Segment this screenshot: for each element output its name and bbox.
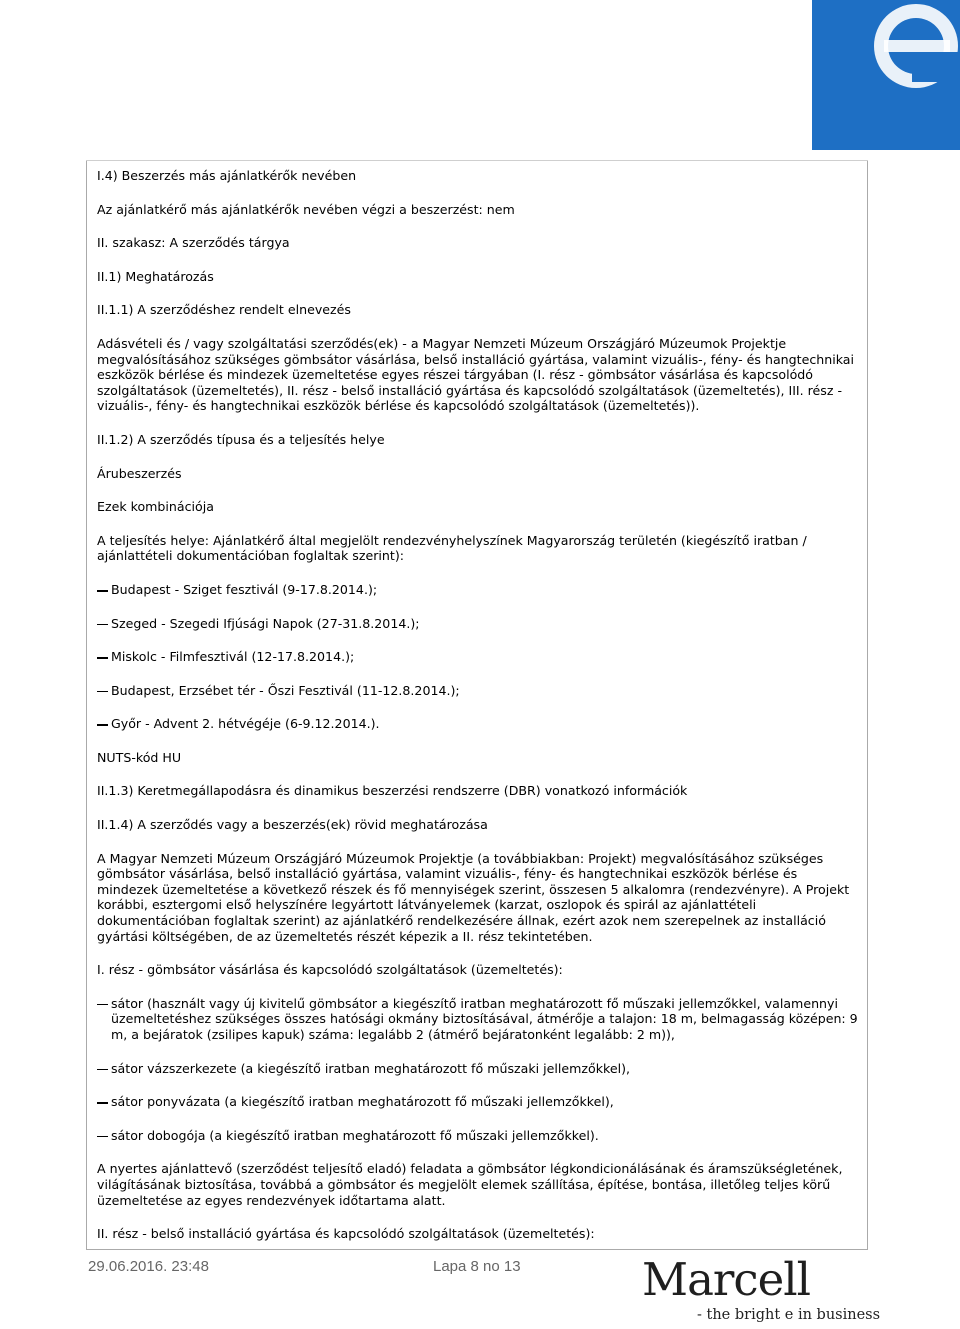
logo-wordmark: Marcell <box>642 1253 811 1301</box>
paragraph: II.1.2) A szerződés típusa és a teljesítés helye <box>97 431 385 447</box>
logo-tagline: - the bright e in business <box>697 1307 881 1323</box>
paragraph: Az ajánlatkérő más ajánlatkérők nevében végzi a beszerzést: nem <box>97 201 515 217</box>
paragraph: I.4) Beszerzés más ajánlatkérők nevében <box>97 168 357 183</box>
bullet-item: sátor ponyvázata (a kiegészítő iratban meghatározott fő műszaki jellemzőkkel), <box>97 1094 859 1110</box>
paragraph: II. rész - belső installáció gyártása és kapcsolódó szolgáltatások (üzemeltetés): <box>97 1226 595 1242</box>
paragraph: II.1.4) A szerződés vagy a beszerzés(ek) rövid meghatározása <box>97 817 488 833</box>
bullet-item: Miskolc - Filmfesztivál (12-17.8.2014.); <box>97 649 859 665</box>
paragraph: A nyertes ajánlattevő (szerződést teljesítő eladó) feladata a gömbsátor légkondicionálásának és áramszükségletének, világításának biztosítása, továbbá a gömbsátor és megjelölt elemek szállítása, építése, bontása, illetőleg teljes körű üzemeltetése az egyes rendezvények időtartama alatt. <box>97 1161 843 1208</box>
paragraph: II.1.3) Keretmegállapodásra és dinamikus beszerzési rendszerre (DBR) vonatkozó információk <box>97 783 688 799</box>
paragraph: NUTS-kód HU <box>97 749 182 765</box>
paragraph: II.1) Meghatározás <box>97 268 214 284</box>
footer-page-number: Lapa 8 no 13 <box>433 1258 521 1275</box>
brand-corner-emblem <box>812 0 960 150</box>
bullet-item: Szeged - Szegedi Ifjúsági Napok (27-31.8.2014.); <box>97 616 859 632</box>
document-body <box>97 168 859 1242</box>
paragraph: I. rész - gömbsátor vásárlása és kapcsolódó szolgáltatások (üzemeltetés): <box>97 962 563 978</box>
footer-datetime: 29.06.2016. 23:48 <box>88 1258 209 1275</box>
paragraph: II.1.1) A szerződéshez rendelt elnevezés <box>97 302 351 318</box>
paragraph: A Magyar Nemzeti Múzeum Országjáró Múzeumok Projektje (a továbbiakban: Projekt) megvalósításához szükséges gömbsátor vásárlása, belső installáció gyártása, valamint vizuális-, fény- és hangtechnikai eszközök bérlése és mindezek üzemeltetése a következő részek és fő mennyiségek szerint, összesen 5 alkalomra (rendezvényre). A Projekt korábbi, esztergomi első helyszínére legyártott látványelemek (karzat, oszlopok és spirál az ajánlattételi dokumentációban foglaltak szerint) az ajánlatkérő rendelkezésére állnak, ezért azok nem szerepelnek az installáció gyártási költségében, de az üzemeltetés részét képezik a II. rész tekintetében. <box>97 850 850 944</box>
paragraph: II. szakasz: A szerződés tárgya <box>97 235 290 251</box>
bullet-item: sátor dobogója (a kiegészítő iratban meghatározott fő műszaki jellemzőkkel). <box>97 1128 859 1144</box>
marcell-logo <box>642 1253 866 1301</box>
paragraph: Árubeszerzés <box>97 465 182 481</box>
bullet-item: Győr - Advent 2. hétvégéje (6-9.12.2014.). <box>97 716 859 732</box>
bullet-item: sátor (használt vagy új kivitelű gömbsátor a kiegészítő iratban meghatározott fő műszaki jellemzőkkel, valamennyi üzemeltetéshez szükséges összes hatósági okmány biztosításával, átmérője a talajon: 18 m, belmagasság középen: 9 m, a bejáratok (zsilipes kapuk) száma: legalább 2 (átmérő bejáratonként legalább: 2 m)), <box>97 996 859 1043</box>
footer-rule <box>86 1249 868 1250</box>
bullet-item: Budapest - Sziget fesztivál (9-17.8.2014.); <box>97 582 859 598</box>
paragraph: Adásvételi és / vagy szolgáltatási szerződés(ek) - a Magyar Nemzeti Múzeum Országjáró Múzeumok Projektje megvalósításához szükséges gömbsátor vásárlása, belső installáció gyártása, valamint vizuális-, fény- és hangtechnikai eszközök bérlése és mindezek üzemeltetése egyes részei tárgyában (I. rész - gömbsátor vásárlása és kapcsolódó szolgáltatások (üzemeltetés), II. rész - belső installáció gyártása és kapcsolódó szolgáltatások (üzemeltetés), III. rész - vizuális-, fény- és hangtechnikai eszközök bérlése és kapcsolódó szolgáltatások (üzemeltetés)). <box>97 335 855 414</box>
paragraph: A teljesítés helye: Ajánlatkérő által megjelölt rendezvényhelyszínek Magyarország területén (kiegészítő iratban / ajánlattételi dokumentációban foglaltak szerint): <box>97 532 807 564</box>
bullet-item: sátor vázszerkezete (a kiegészítő iratban meghatározott fő műszaki jellemzőkkel), <box>97 1061 859 1077</box>
paragraph: Ezek kombinációja <box>97 499 214 515</box>
bullet-item: Budapest, Erzsébet tér - Őszi Fesztivál (11-12.8.2014.); <box>97 683 859 699</box>
page-frame-top <box>86 160 868 161</box>
